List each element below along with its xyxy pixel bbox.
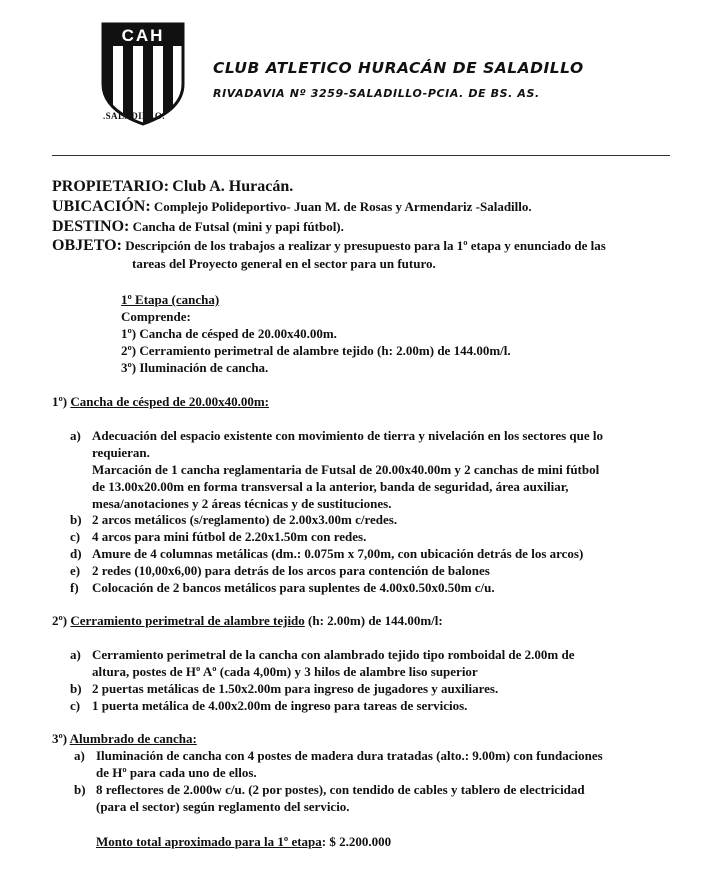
club-address: RIVADAVIA Nº 3259-SALADILLO-PCIA. DE BS. AS. [213, 87, 540, 100]
item-text-line: de Hº para cada uno de ellos. [96, 765, 257, 780]
section1-item-e [70, 563, 490, 579]
object-text-line2: tareas del Proyecto general en el sector para un futuro. [132, 256, 436, 271]
section3-heading [52, 731, 197, 747]
item-text-line: mesa/anotaciones y 2 áreas técnicas y de sustituciones. [92, 496, 392, 511]
club-name: CLUB ATLETICO HURACÁN DE SALADILLO [213, 59, 584, 77]
section1-title: Cancha de césped de 20.00x40.00m: [70, 394, 269, 409]
item-label: b) [70, 512, 82, 527]
section2-heading [52, 613, 443, 629]
item-label: f) [70, 580, 79, 595]
item-text-line: requieran. [92, 445, 150, 460]
destination-label: DESTINO: [52, 218, 130, 235]
item-label: a) [70, 428, 81, 443]
section2-item-a [70, 647, 575, 680]
item-text: 2 arcos metálicos (s/reglamento) de 2.00x3.00m c/redes. [92, 512, 398, 527]
owner-value: Club A. Huracán. [172, 178, 294, 195]
item-text: 1 puerta metálica de 4.00x2.00m de ingreso para tareas de servicios. [92, 698, 468, 713]
item-text-line: 8 reflectores de 2.000w c/u. (2 por postes), con tendido de cables y tablero de electricidad [96, 782, 585, 797]
item-label: b) [70, 681, 82, 696]
crest-initials: CAH [121, 26, 165, 45]
item-text-line: Iluminación de cancha con 4 postes de madera dura tratadas (alto.: 9.00m) con fundaciones [96, 748, 603, 763]
object-text-line1: Descripción de los trabajos a realizar y presupuesto para la 1º etapa y enunciado de las [125, 238, 606, 253]
item-label: a) [74, 748, 85, 763]
owner-label: PROPIETARIO: [52, 178, 170, 195]
object-label: OBJETO: [52, 237, 122, 254]
section3-item-b [74, 782, 585, 815]
section2-title: Cerramiento perimetral de alambre tejido [70, 613, 305, 628]
item-text-line: altura, postes de Hº Aº (cada 4,00m) y 3 hilos de alambre liso superior [92, 664, 478, 679]
section3-number: 3º) [52, 731, 68, 746]
stage-item: 2º) Cerramiento perimetral de alambre tejido (h: 2.00m) de 144.00m/l. [121, 343, 511, 358]
section1-item-d [70, 546, 583, 562]
total-label: Monto total aproximado para la 1º etapa [96, 834, 322, 849]
item-text: Colocación de 2 bancos metálicos para suplentes de 4.00x0.50x0.50m c/u. [92, 580, 495, 595]
stage-item: 3º) Iluminación de cancha. [121, 360, 269, 375]
item-text-line: Marcación de 1 cancha reglamentaria de Futsal de 20.00x40.00m y 2 canchas de mini fútbol [92, 462, 600, 477]
total-value: : $ 2.200.000 [321, 834, 392, 849]
crest-caption: .SALADILLO. [103, 111, 165, 121]
item-label: a) [70, 647, 81, 662]
object-line [52, 237, 672, 255]
total-amount-line [96, 834, 391, 850]
location-line [52, 198, 532, 216]
section1-heading [52, 394, 269, 410]
section3-title: Alumbrado de cancha: [69, 731, 197, 746]
item-text: Amure de 4 columnas metálicas (dm.: 0.075m x 7,00m, con ubicación detrás de los arcos) [92, 546, 584, 561]
section1-item-b [70, 512, 397, 528]
item-label: b) [74, 782, 86, 797]
destination-value: Cancha de Futsal (mini y papi fútbol). [132, 219, 344, 234]
section1-item-c [70, 529, 366, 545]
section3-item-a [74, 748, 603, 781]
item-text-line: (para el sector) según reglamento del servicio. [96, 799, 350, 814]
location-label: UBICACIÓN: [52, 198, 151, 215]
item-label: d) [70, 546, 82, 561]
section2-item-b [70, 681, 498, 697]
section2-title-rest: (h: 2.00m) de 144.00m/l: [308, 613, 443, 628]
item-text-line: Adecuación del espacio existente con movimiento de tierra y nivelación en los sectores que lo [92, 428, 604, 443]
item-text: 4 arcos para mini fútbol de 2.20x1.50m con redes. [92, 529, 367, 544]
section2-item-c [70, 698, 467, 714]
stage-title: 1º Etapa (cancha) [121, 292, 220, 307]
destination-line [52, 218, 344, 236]
item-label: e) [70, 563, 81, 578]
header-divider [52, 155, 670, 156]
stage-comprende: Comprende: [121, 309, 191, 324]
item-text: 2 redes (10,00x6,00) para detrás de los arcos para contención de balones [92, 563, 490, 578]
item-text-line: Cerramiento perimetral de la cancha con alambrado tejido tipo romboidal de 2.00m de [92, 647, 575, 662]
section1-item-a [70, 428, 603, 512]
stage-item: 1º) Cancha de césped de 20.00x40.00m. [121, 326, 337, 341]
section2-number: 2º) [52, 613, 68, 628]
item-label: c) [70, 529, 81, 544]
item-label: c) [70, 698, 81, 713]
section1-number: 1º) [52, 394, 68, 409]
section1-item-f [70, 580, 495, 596]
item-text: 2 puertas metálicas de 1.50x2.00m para ingreso de jugadores y auxiliares. [92, 681, 499, 696]
owner-line [52, 178, 293, 196]
item-text-line: de 13.00x20.00m en forma transversal a la anterior, banda de seguridad, área auxiliar, [92, 479, 569, 494]
location-value: Complejo Polideportivo- Juan M. de Rosas y Armendariz -Saladillo. [153, 199, 532, 214]
